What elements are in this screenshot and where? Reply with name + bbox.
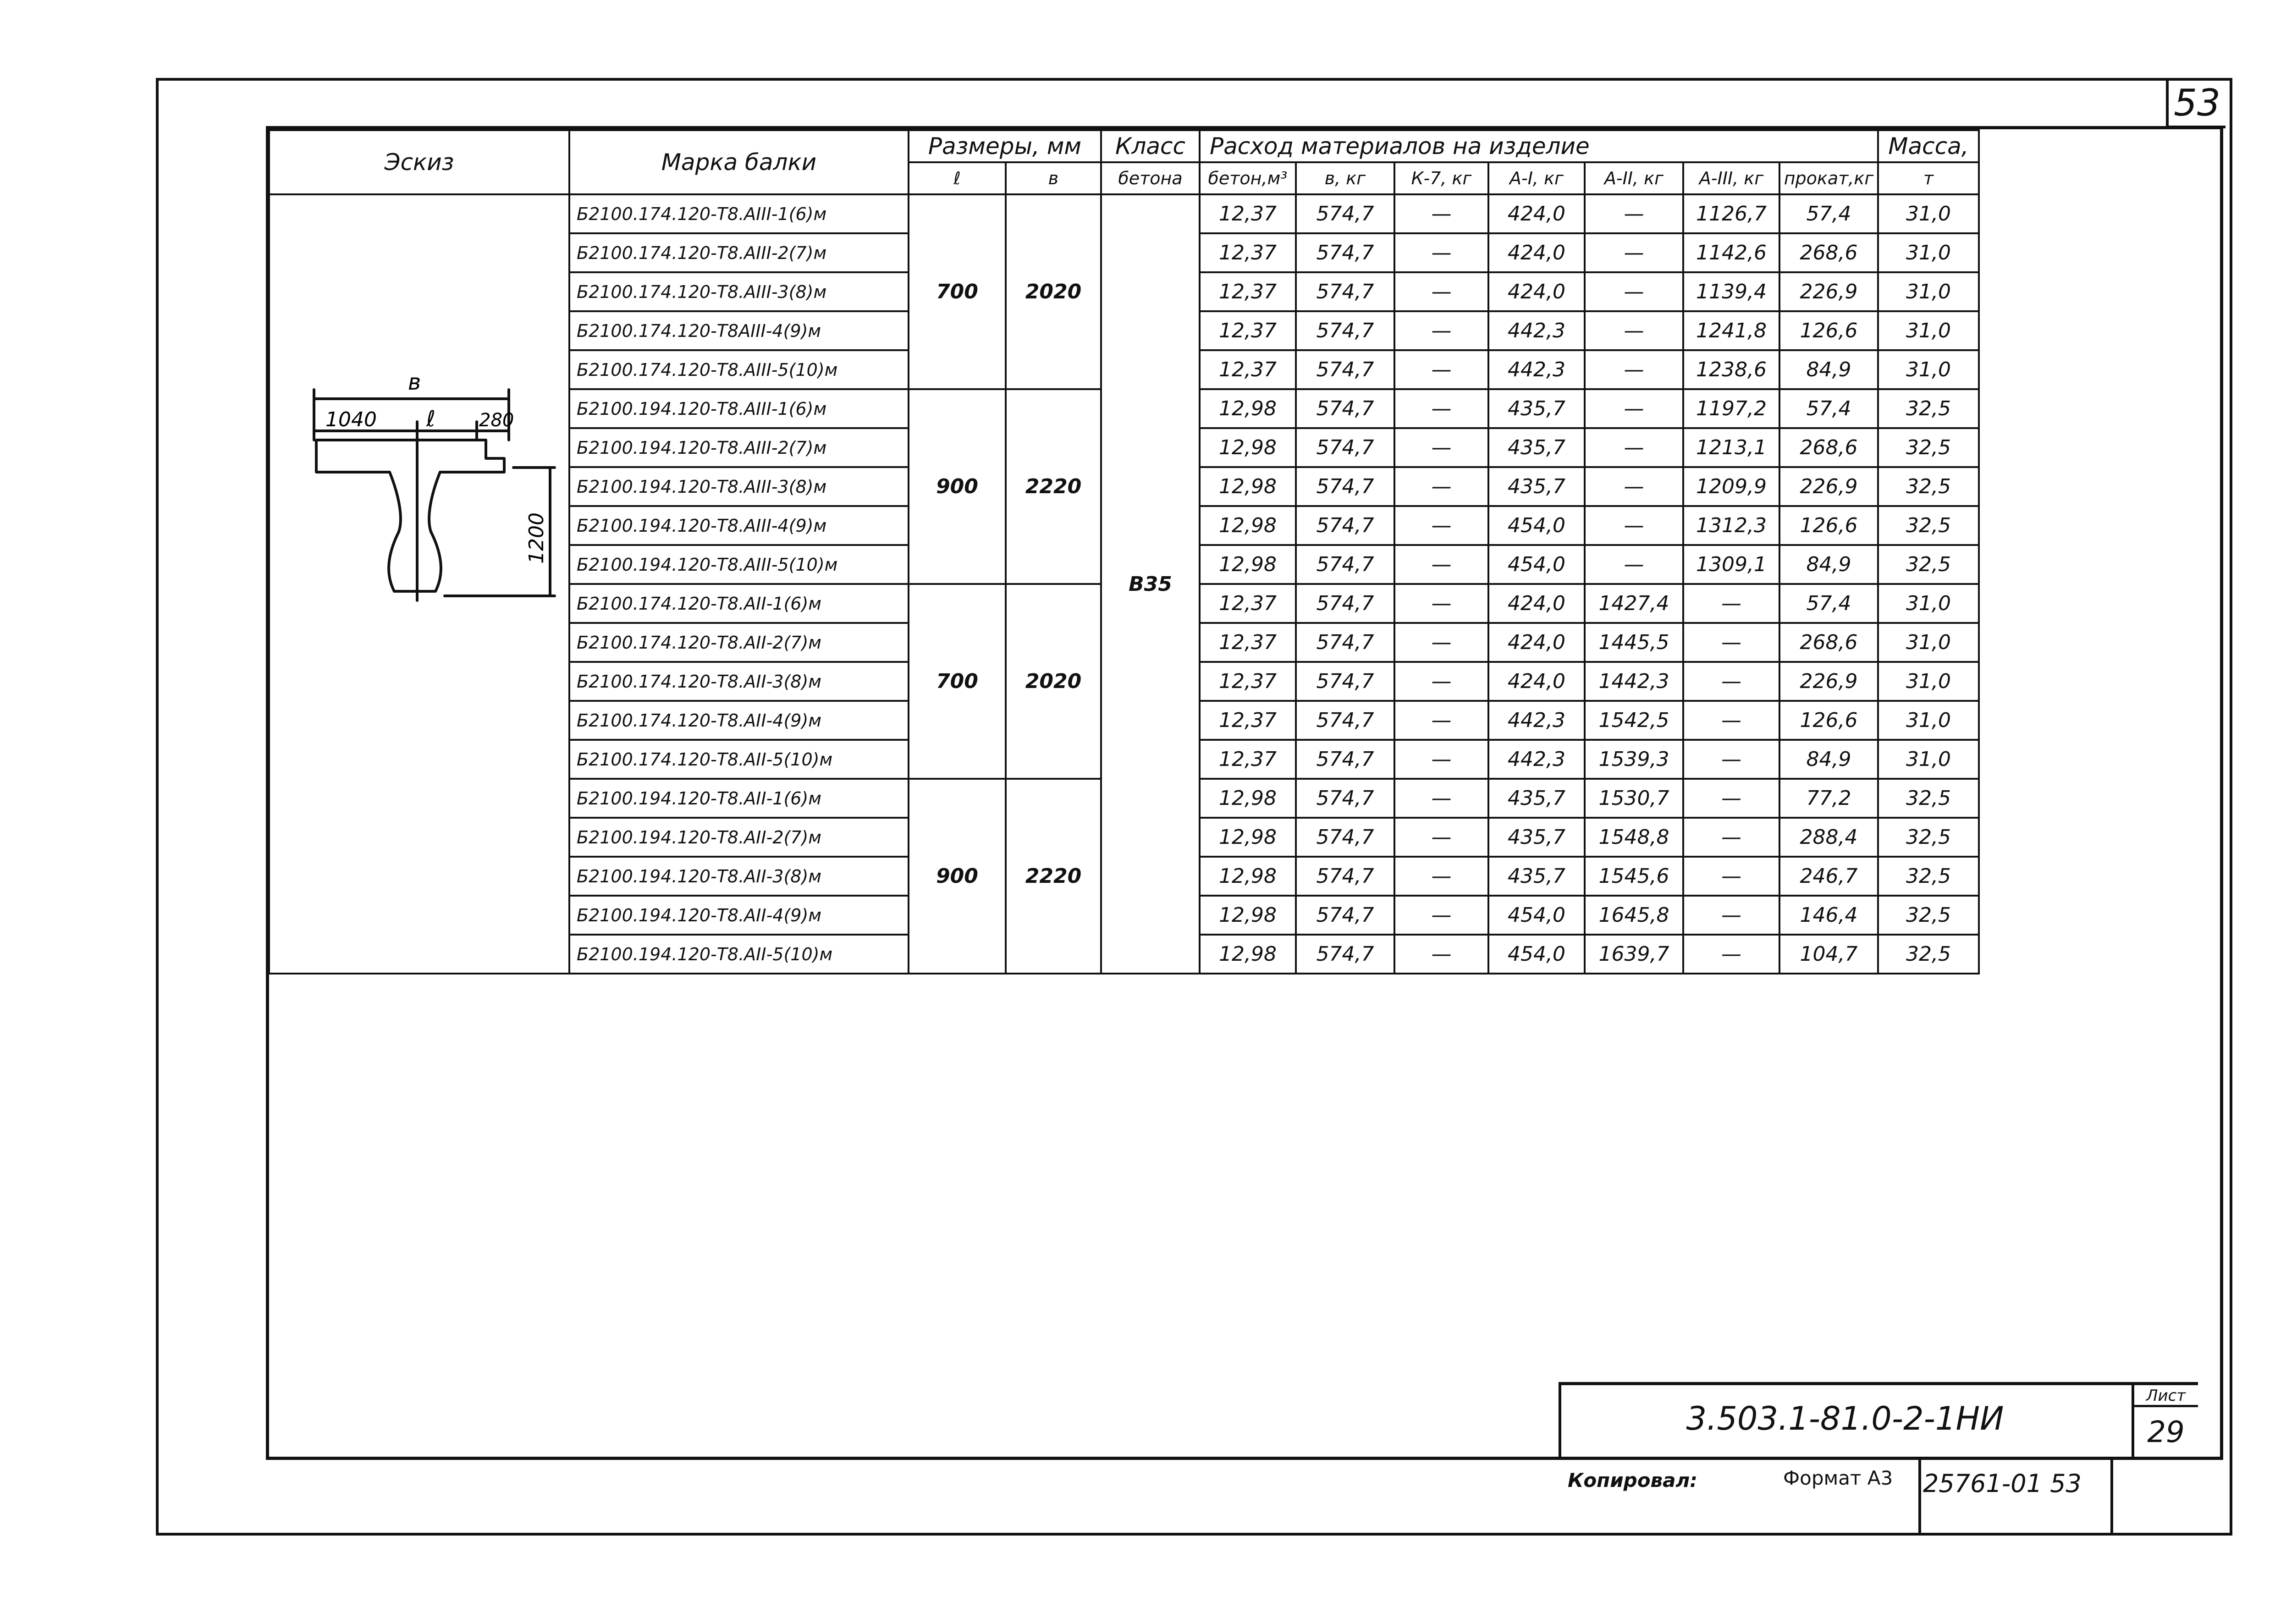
cell-a2: 1445,5	[1585, 623, 1683, 662]
cell-k7: —	[1394, 662, 1488, 701]
dim-l-value: 900	[909, 779, 1006, 974]
dim-b-value: 2220	[1006, 779, 1101, 974]
cell-prokat: 84,9	[1779, 740, 1878, 779]
cell-k7: —	[1394, 896, 1488, 935]
cell-k7: —	[1394, 467, 1488, 506]
cell-a1: 442,3	[1488, 311, 1585, 350]
beam-mark: Б2100.174.120-Т8.АII-4(9)м	[569, 701, 909, 740]
cell-a1: 435,7	[1488, 818, 1585, 857]
cell-mass: 31,0	[1878, 350, 1979, 389]
cell-b: 574,7	[1296, 857, 1394, 896]
cell-b: 574,7	[1296, 701, 1394, 740]
cell-k7: —	[1394, 623, 1488, 662]
cell-a2: 1548,8	[1585, 818, 1683, 857]
beam-mark: Б2100.174.120-Т8.АII-1(6)м	[569, 584, 909, 623]
concrete-class-value: В35	[1101, 194, 1200, 974]
cell-a3: —	[1683, 584, 1779, 623]
cell-mass: 32,5	[1878, 428, 1979, 467]
cell-a3: —	[1683, 896, 1779, 935]
cell-a1: 442,3	[1488, 740, 1585, 779]
dim-b-value: 2020	[1006, 584, 1101, 779]
cell-prokat: 226,9	[1779, 662, 1878, 701]
cell-a2: —	[1585, 389, 1683, 428]
archive-code: 25761-01 53	[1923, 1469, 2082, 1498]
cell-k7: —	[1394, 428, 1488, 467]
cell-k7: —	[1394, 272, 1488, 311]
cell-concrete: 12,37	[1200, 662, 1296, 701]
cell-a3: —	[1683, 701, 1779, 740]
page-number: 53	[2166, 80, 2225, 128]
beam-mark: Б2100.194.120-Т8.АII-1(6)м	[569, 779, 909, 818]
cell-a2: 1442,3	[1585, 662, 1683, 701]
cell-concrete: 12,37	[1200, 311, 1296, 350]
beam-mark: Б2100.174.120-Т8.АII-2(7)м	[569, 623, 909, 662]
beam-mark: Б2100.194.120-Т8.АIII-1(6)м	[569, 389, 909, 428]
cell-k7: —	[1394, 311, 1488, 350]
cell-b: 574,7	[1296, 779, 1394, 818]
beam-mark: Б2100.194.120-Т8.АIII-2(7)м	[569, 428, 909, 467]
cell-concrete: 12,98	[1200, 506, 1296, 545]
cell-b: 574,7	[1296, 467, 1394, 506]
header-concrete-class-2: бетона	[1101, 162, 1200, 194]
beam-mark: Б2100.174.120-Т8.АIII-3(8)м	[569, 272, 909, 311]
cell-a3: —	[1683, 662, 1779, 701]
cell-prokat: 57,4	[1779, 389, 1878, 428]
cell-a3: 1238,6	[1683, 350, 1779, 389]
cell-a2: —	[1585, 272, 1683, 311]
cell-mass: 31,0	[1878, 311, 1979, 350]
cell-a1: 424,0	[1488, 194, 1585, 233]
cell-prokat: 246,7	[1779, 857, 1878, 896]
cell-a3: —	[1683, 818, 1779, 857]
sketch-label-l: ℓ	[426, 406, 435, 432]
sketch-label-1040: 1040	[325, 408, 377, 431]
cell-mass: 32,5	[1878, 857, 1979, 896]
document-code: 3.503.1-81.0-2-1НИ	[1686, 1400, 2004, 1437]
header-a3: А-III, кг	[1683, 162, 1779, 194]
cell-concrete: 12,37	[1200, 272, 1296, 311]
cell-prokat: 84,9	[1779, 545, 1878, 584]
header-materials: Расход материалов на изделие	[1200, 130, 1878, 162]
cell-mass: 32,5	[1878, 389, 1979, 428]
sheet-number: 29	[2147, 1415, 2185, 1449]
sketch-label-1200: 1200	[525, 512, 548, 564]
header-dim-b: в	[1006, 162, 1101, 194]
cell-b: 574,7	[1296, 818, 1394, 857]
beam-mark: Б2100.194.120-Т8.АII-4(9)м	[569, 896, 909, 935]
cell-prokat: 268,6	[1779, 623, 1878, 662]
cell-a1: 435,7	[1488, 389, 1585, 428]
cell-k7: —	[1394, 194, 1488, 233]
cell-a3: 1126,7	[1683, 194, 1779, 233]
cell-a2: —	[1585, 506, 1683, 545]
cell-k7: —	[1394, 818, 1488, 857]
cell-b: 574,7	[1296, 194, 1394, 233]
cell-b: 574,7	[1296, 935, 1394, 974]
cell-a2: —	[1585, 428, 1683, 467]
dim-l-value: 700	[909, 194, 1006, 389]
cell-b: 574,7	[1296, 623, 1394, 662]
cell-a2: —	[1585, 350, 1683, 389]
header-sketch: Эскиз	[269, 130, 569, 194]
cell-concrete: 12,37	[1200, 701, 1296, 740]
cell-concrete: 12,37	[1200, 740, 1296, 779]
cell-b: 574,7	[1296, 545, 1394, 584]
beam-mark: Б2100.194.120-Т8.АII-2(7)м	[569, 818, 909, 857]
cell-a1: 442,3	[1488, 701, 1585, 740]
cell-b: 574,7	[1296, 428, 1394, 467]
cell-a2: 1639,7	[1585, 935, 1683, 974]
cell-a2: 1545,6	[1585, 857, 1683, 896]
cell-a1: 435,7	[1488, 467, 1585, 506]
cell-a3: 1139,4	[1683, 272, 1779, 311]
beam-mark: Б2100.194.120-Т8.АIII-3(8)м	[569, 467, 909, 506]
cell-concrete: 12,37	[1200, 584, 1296, 623]
cell-mass: 31,0	[1878, 272, 1979, 311]
cell-b: 574,7	[1296, 896, 1394, 935]
cell-a1: 435,7	[1488, 779, 1585, 818]
cell-prokat: 126,6	[1779, 311, 1878, 350]
beam-mark: Б2100.194.120-Т8.АII-5(10)м	[569, 935, 909, 974]
cell-concrete: 12,37	[1200, 350, 1296, 389]
cell-concrete: 12,37	[1200, 194, 1296, 233]
beam-mark: Б2100.174.120-Т8.АIII-2(7)м	[569, 233, 909, 272]
cell-k7: —	[1394, 545, 1488, 584]
cell-a1: 424,0	[1488, 662, 1585, 701]
header-a1: А-I, кг	[1488, 162, 1585, 194]
cell-k7: —	[1394, 779, 1488, 818]
header-dimensions: Размеры, мм	[909, 130, 1101, 162]
cell-a2: —	[1585, 194, 1683, 233]
dim-b-value: 2220	[1006, 389, 1101, 584]
cell-concrete: 12,37	[1200, 623, 1296, 662]
sheet-label: Лист	[2134, 1387, 2198, 1407]
sketch-label-b: в	[408, 369, 421, 395]
cell-k7: —	[1394, 584, 1488, 623]
cell-a1: 435,7	[1488, 428, 1585, 467]
cell-a1: 424,0	[1488, 272, 1585, 311]
dim-b-value: 2020	[1006, 194, 1101, 389]
cell-concrete: 12,98	[1200, 428, 1296, 467]
beam-mark: Б2100.174.120-Т8.АIII-1(6)м	[569, 194, 909, 233]
cell-a3: —	[1683, 779, 1779, 818]
cell-a1: 454,0	[1488, 935, 1585, 974]
cell-b: 574,7	[1296, 311, 1394, 350]
cell-b: 574,7	[1296, 350, 1394, 389]
header-k7: К-7, кг	[1394, 162, 1488, 194]
beam-mark: Б2100.174.120-Т8.АIII-5(10)м	[569, 350, 909, 389]
cell-b: 574,7	[1296, 389, 1394, 428]
cell-b: 574,7	[1296, 662, 1394, 701]
cell-a2: —	[1585, 467, 1683, 506]
cell-a3: —	[1683, 623, 1779, 662]
cell-mass: 31,0	[1878, 662, 1979, 701]
cell-k7: —	[1394, 857, 1488, 896]
cell-k7: —	[1394, 350, 1488, 389]
cell-mass: 32,5	[1878, 896, 1979, 935]
beam-mark: Б2100.194.120-Т8.АIII-5(10)м	[569, 545, 909, 584]
cell-concrete: 12,98	[1200, 467, 1296, 506]
cell-prokat: 77,2	[1779, 779, 1878, 818]
beam-mark: Б2100.174.120-Т8АIII-4(9)м	[569, 311, 909, 350]
cell-a3: 1142,6	[1683, 233, 1779, 272]
cell-b: 574,7	[1296, 272, 1394, 311]
cell-a2: 1645,8	[1585, 896, 1683, 935]
cell-a1: 454,0	[1488, 545, 1585, 584]
cell-b: 574,7	[1296, 506, 1394, 545]
cell-mass: 32,5	[1878, 818, 1979, 857]
beam-mark: Б2100.194.120-Т8.АII-3(8)м	[569, 857, 909, 896]
cell-a1: 424,0	[1488, 623, 1585, 662]
cell-k7: —	[1394, 740, 1488, 779]
cell-a2: —	[1585, 311, 1683, 350]
cell-mass: 32,5	[1878, 545, 1979, 584]
beam-section-sketch	[270, 202, 568, 614]
cell-k7: —	[1394, 233, 1488, 272]
cell-k7: —	[1394, 935, 1488, 974]
cell-concrete: 12,98	[1200, 389, 1296, 428]
cell-a3: 1197,2	[1683, 389, 1779, 428]
cell-mass: 31,0	[1878, 233, 1979, 272]
cell-a2: 1530,7	[1585, 779, 1683, 818]
cell-prokat: 104,7	[1779, 935, 1878, 974]
cell-a2: —	[1585, 233, 1683, 272]
cell-a1: 424,0	[1488, 233, 1585, 272]
cell-mass: 32,5	[1878, 935, 1979, 974]
cell-prokat: 226,9	[1779, 272, 1878, 311]
cell-concrete: 12,98	[1200, 857, 1296, 896]
cell-prokat: 126,6	[1779, 701, 1878, 740]
header-mark: Марка балки	[569, 130, 909, 194]
beam-mark: Б2100.194.120-Т8.АIII-4(9)м	[569, 506, 909, 545]
dim-l-value: 700	[909, 584, 1006, 779]
cell-prokat: 288,4	[1779, 818, 1878, 857]
sketch-label-280: 280	[479, 410, 514, 431]
cell-a3: 1241,8	[1683, 311, 1779, 350]
header-a2: А-II, кг	[1585, 162, 1683, 194]
cell-concrete: 12,98	[1200, 779, 1296, 818]
cell-a3: 1309,1	[1683, 545, 1779, 584]
cell-prokat: 146,4	[1779, 896, 1878, 935]
cell-mass: 32,5	[1878, 779, 1979, 818]
cell-prokat: 268,6	[1779, 428, 1878, 467]
cell-prokat: 126,6	[1779, 506, 1878, 545]
cell-k7: —	[1394, 506, 1488, 545]
dim-l-value: 900	[909, 389, 1006, 584]
cell-a2: —	[1585, 545, 1683, 584]
beam-mark: Б2100.174.120-Т8.АII-5(10)м	[569, 740, 909, 779]
header-b-kg: в, кг	[1296, 162, 1394, 194]
cell-b: 574,7	[1296, 584, 1394, 623]
cell-concrete: 12,98	[1200, 545, 1296, 584]
cell-a3: 1209,9	[1683, 467, 1779, 506]
copied-by-label: Копировал:	[1568, 1469, 1698, 1492]
format-label: Формат А3	[1783, 1467, 1893, 1489]
cell-mass: 31,0	[1878, 584, 1979, 623]
cell-a3: —	[1683, 935, 1779, 974]
cell-k7: —	[1394, 389, 1488, 428]
cell-mass: 31,0	[1878, 623, 1979, 662]
cell-a3: 1312,3	[1683, 506, 1779, 545]
cell-a3: 1213,1	[1683, 428, 1779, 467]
cell-prokat: 84,9	[1779, 350, 1878, 389]
cell-mass: 32,5	[1878, 467, 1979, 506]
header-mass: Масса,	[1878, 130, 1979, 162]
cell-a1: 454,0	[1488, 896, 1585, 935]
cell-b: 574,7	[1296, 233, 1394, 272]
cell-a2: 1542,5	[1585, 701, 1683, 740]
cell-a1: 454,0	[1488, 506, 1585, 545]
cell-a3: —	[1683, 740, 1779, 779]
cell-mass: 31,0	[1878, 194, 1979, 233]
cell-a1: 442,3	[1488, 350, 1585, 389]
cell-prokat: 57,4	[1779, 584, 1878, 623]
cell-a1: 435,7	[1488, 857, 1585, 896]
cell-prokat: 226,9	[1779, 467, 1878, 506]
cell-a3: —	[1683, 857, 1779, 896]
cell-mass: 31,0	[1878, 701, 1979, 740]
cell-concrete: 12,98	[1200, 935, 1296, 974]
cell-a2: 1539,3	[1585, 740, 1683, 779]
cell-prokat: 268,6	[1779, 233, 1878, 272]
cell-a1: 424,0	[1488, 584, 1585, 623]
cell-a2: 1427,4	[1585, 584, 1683, 623]
beam-mark: Б2100.174.120-Т8.АII-3(8)м	[569, 662, 909, 701]
cell-k7: —	[1394, 701, 1488, 740]
cell-prokat: 57,4	[1779, 194, 1878, 233]
header-concrete: бетон,м³	[1200, 162, 1296, 194]
header-concrete-class: Класс	[1101, 130, 1200, 162]
header-mass-unit: т	[1878, 162, 1979, 194]
cell-mass: 32,5	[1878, 506, 1979, 545]
cell-concrete: 12,37	[1200, 233, 1296, 272]
cell-concrete: 12,98	[1200, 896, 1296, 935]
header-dim-l: ℓ	[909, 162, 1006, 194]
header-prokat: прокат,кг	[1779, 162, 1878, 194]
cell-concrete: 12,98	[1200, 818, 1296, 857]
cell-b: 574,7	[1296, 740, 1394, 779]
cell-mass: 31,0	[1878, 740, 1979, 779]
